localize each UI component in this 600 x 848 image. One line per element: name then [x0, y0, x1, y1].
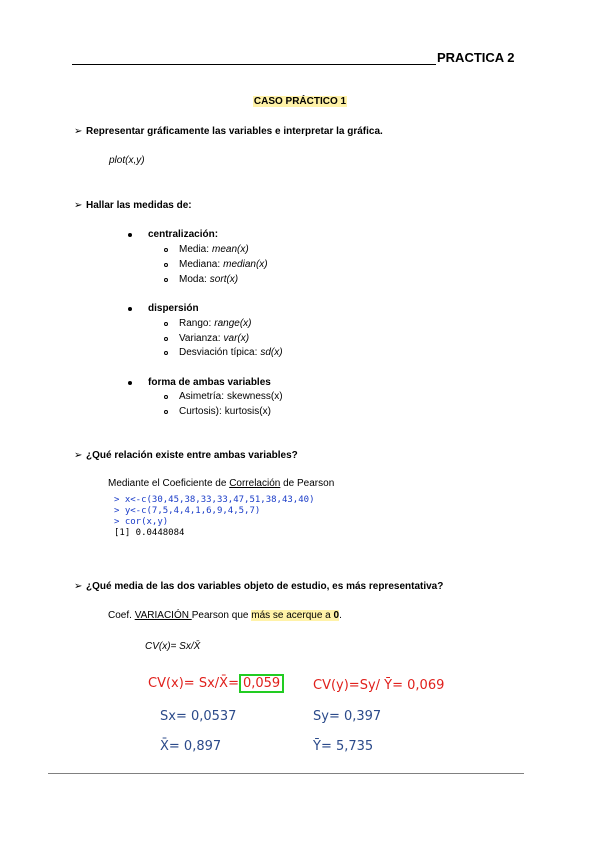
correlation-link: Correlación	[229, 478, 281, 489]
list-item	[164, 259, 268, 270]
coef-highlight: más se acerque a	[251, 610, 334, 621]
bullet-icon	[128, 381, 132, 385]
xbar-value: X̄= 0,897	[160, 739, 222, 754]
circle-bullet-icon	[164, 322, 168, 326]
coef-line	[108, 610, 342, 621]
cvx-label: CV(x)= Sx/X̄=	[148, 676, 239, 691]
circle-bullet-icon	[164, 263, 168, 267]
circle-bullet-icon	[164, 351, 168, 355]
console-line: > cor(x,y)	[114, 517, 169, 527]
item-function: range(x)	[214, 318, 252, 329]
item-function: median(x)	[223, 259, 268, 270]
console-output: [1] 0.0448084	[114, 528, 185, 538]
item-label: Mediana:	[179, 259, 221, 270]
group-label: forma de ambas variables	[148, 377, 271, 388]
cvx-value: 0,059	[239, 674, 284, 693]
item-function: mean(x)	[212, 244, 249, 255]
coef-prefix: Coef.	[108, 610, 135, 621]
caso-title	[0, 96, 600, 107]
caso-title-text: CASO PRÁCTICO 1	[253, 96, 347, 107]
item-function: sd(x)	[260, 347, 283, 358]
item-function: sort(x)	[209, 274, 239, 285]
sy-value: Sy= 0,397	[313, 709, 382, 724]
circle-bullet-icon	[164, 278, 168, 282]
coef-underlined: VARIACIÓN	[134, 610, 192, 621]
item-function: skewness(x)	[227, 391, 283, 402]
cvy-value: 0,069	[407, 678, 445, 693]
list-item	[164, 274, 238, 285]
list-item	[164, 347, 283, 358]
question-4	[74, 581, 443, 592]
item-label: Curtosis):	[179, 406, 222, 417]
question-2-text: Hallar las medidas de:	[86, 200, 192, 211]
arrow-bullet-icon: ➢	[74, 126, 83, 137]
item-label: Desviación típica:	[179, 347, 258, 358]
intro-after: de Pearson	[280, 478, 335, 489]
console-line: > y<-c(7,5,4,4,1,6,9,4,5,7)	[114, 506, 261, 516]
console-line: > x<-c(30,45,38,33,33,47,51,38,43,40)	[114, 495, 315, 505]
item-function: kurtosis(x)	[224, 406, 271, 417]
list-item	[164, 244, 249, 255]
header-rule	[72, 64, 436, 65]
list-item	[164, 391, 283, 402]
intro-before: Mediante el Coeficiente de	[108, 478, 230, 489]
item-label: Varianza:	[179, 333, 221, 344]
bullet-icon	[128, 307, 132, 311]
cvy-label: CV(y)=Sy/ Ȳ=	[313, 678, 403, 693]
coef-mid: Pearson que	[191, 610, 252, 621]
item-function: var(x)	[223, 333, 250, 344]
list-item	[164, 333, 249, 344]
circle-bullet-icon	[164, 395, 168, 399]
question-2	[74, 200, 192, 211]
item-label: Rango:	[179, 318, 212, 329]
arrow-bullet-icon: ➢	[74, 450, 83, 461]
list-item	[164, 318, 252, 329]
item-label: Moda:	[179, 274, 207, 285]
group-label: dispersión	[148, 303, 199, 314]
question-4-text: ¿Qué media de las dos variables objeto de estudio, es más representativa?	[86, 581, 444, 592]
arrow-bullet-icon: ➢	[74, 200, 83, 211]
cvx-result	[148, 676, 284, 691]
group-dispersion	[128, 303, 199, 314]
group-label: centralización:	[148, 229, 219, 240]
question-1	[74, 126, 383, 137]
correlation-intro	[108, 478, 334, 489]
bullet-icon	[128, 233, 132, 237]
question-1-text: Representar gráficamente las variables e interpretar la gráfica.	[86, 126, 383, 137]
sx-value: Sx= 0,0537	[160, 709, 237, 724]
cvy-result	[313, 678, 444, 693]
plot-code: plot(x,y)	[109, 155, 145, 166]
footer-rule	[48, 773, 524, 774]
list-item	[164, 406, 271, 417]
item-label: Asimetría:	[179, 391, 225, 402]
circle-bullet-icon	[164, 248, 168, 252]
item-label: Media:	[179, 244, 210, 255]
coef-end: .	[339, 610, 342, 621]
arrow-bullet-icon: ➢	[74, 581, 83, 592]
question-3-text: ¿Qué relación existe entre ambas variables?	[86, 450, 298, 461]
circle-bullet-icon	[164, 337, 168, 341]
page-title: PRACTICA 2	[437, 50, 515, 65]
ybar-value: Ȳ= 5,735	[313, 739, 374, 754]
circle-bullet-icon	[164, 410, 168, 414]
group-forma	[128, 377, 271, 388]
group-centralizacion	[128, 229, 218, 240]
question-3	[74, 450, 298, 461]
coef-zero: 0	[333, 610, 340, 621]
r-console	[114, 495, 314, 539]
cv-formula: CV(x)= Sx/X̄	[145, 641, 201, 652]
